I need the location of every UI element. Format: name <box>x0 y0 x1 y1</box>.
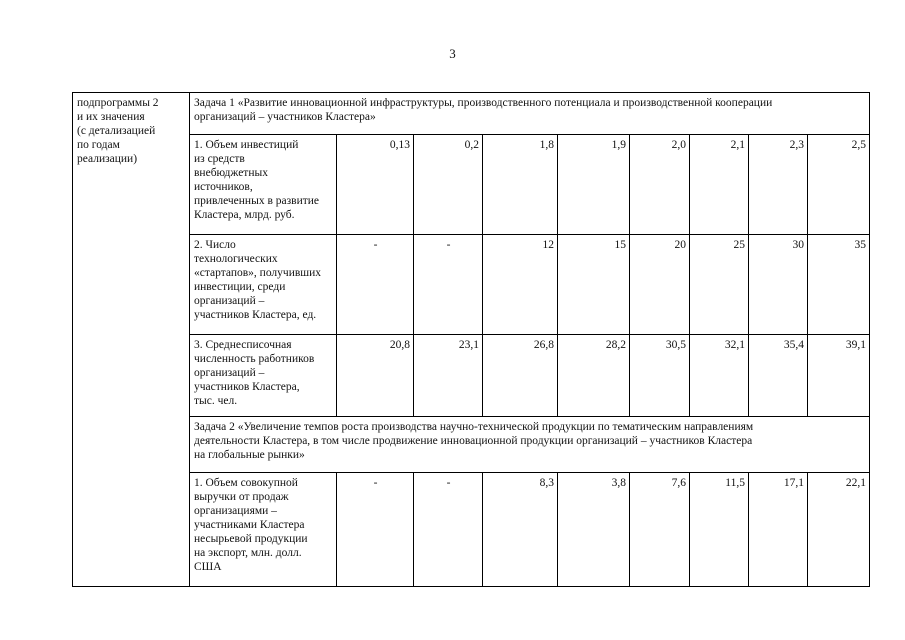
indicator-name-line: организаций – <box>194 367 265 379</box>
task-title-line: на глобальные рынки» <box>194 449 305 461</box>
table-row <box>73 335 870 417</box>
table-row <box>73 135 870 235</box>
task2-title-row <box>73 417 870 473</box>
row-header-line: реализации) <box>77 153 138 165</box>
task-title-line: деятельности Кластера, в том числе продвижение инновационной продукции организаций – участников Кластера <box>194 435 753 447</box>
indicator-name-line: 2. Число <box>194 239 236 251</box>
table-row <box>73 473 870 587</box>
task-title-line: Задача 1 «Развитие инновационной инфраструктуры, производственного потенциала и производственной кооперации <box>194 97 773 109</box>
value-cell: 30 <box>749 235 808 335</box>
value-cell: 12 <box>483 235 558 335</box>
indicator-name-line: выручки от продаж <box>194 491 289 503</box>
indicator-name-line: численность работников <box>194 353 315 365</box>
value-cell: 0,2 <box>414 135 483 235</box>
indicator-name-line: технологических <box>194 253 278 265</box>
value-cell: 2,0 <box>630 135 690 235</box>
indicator-name-line: привлеченных в развитие <box>194 195 320 207</box>
indicator-name-line: инвестиции, среди <box>194 281 286 293</box>
indicator-name-line: участниками Кластера <box>194 519 305 531</box>
indicator-name <box>190 235 337 335</box>
value-cell: 39,1 <box>808 335 870 417</box>
indicator-name-line: тыс. чел. <box>194 395 238 407</box>
value-cell: 20,8 <box>337 335 414 417</box>
value-cell: - <box>337 473 414 587</box>
value-cell: 11,5 <box>690 473 749 587</box>
indicator-name <box>190 135 337 235</box>
task-title-line: Задача 2 «Увеличение темпов роста производства научно-технической продукции по тематическим направлениям <box>194 421 754 433</box>
value-cell: 15 <box>558 235 630 335</box>
row-header-cell <box>73 93 190 587</box>
row-header-line: (с детализацией <box>77 125 156 137</box>
value-cell: 7,6 <box>630 473 690 587</box>
indicator-name-line: Кластера, млрд. руб. <box>194 209 295 221</box>
value-cell: 2,1 <box>690 135 749 235</box>
value-cell: 2,5 <box>808 135 870 235</box>
indicator-name-line: США <box>194 561 222 573</box>
indicator-name <box>190 335 337 417</box>
value-cell: 17,1 <box>749 473 808 587</box>
value-cell: 32,1 <box>690 335 749 417</box>
indicator-name-line: «стартапов», получивших <box>194 267 322 279</box>
indicator-name-line: из средств <box>194 153 245 165</box>
indicator-name-line: участников Кластера, <box>194 381 300 393</box>
row-header-line: по годам <box>77 139 120 151</box>
indicator-name-line: 3. Среднесписочная <box>194 339 292 351</box>
value-cell: - <box>414 473 483 587</box>
value-cell: 2,3 <box>749 135 808 235</box>
value-cell: 3,8 <box>558 473 630 587</box>
task-title-line: организаций – участников Кластера» <box>194 111 376 123</box>
value-cell: - <box>414 235 483 335</box>
indicator-name-line: источников, <box>194 181 253 193</box>
value-cell: 22,1 <box>808 473 870 587</box>
indicator-name-line: организациями – <box>194 505 277 517</box>
task1-title <box>190 93 870 135</box>
indicator-name-line: участников Кластера, ед. <box>194 309 317 321</box>
row-header-line: подпрограммы 2 <box>77 97 159 109</box>
indicator-name-line: несырьевой продукции <box>194 533 308 545</box>
value-cell: 23,1 <box>414 335 483 417</box>
indicator-name <box>190 473 337 587</box>
indicator-name-line: на экспорт, млн. долл. <box>194 547 302 559</box>
value-cell: 25 <box>690 235 749 335</box>
page-number: 3 <box>449 46 456 61</box>
indicators-table <box>72 92 870 587</box>
value-cell: 28,2 <box>558 335 630 417</box>
value-cell: 1,9 <box>558 135 630 235</box>
task1-title-row <box>73 93 870 135</box>
value-cell: 30,5 <box>630 335 690 417</box>
value-cell: 20 <box>630 235 690 335</box>
indicator-name-line: внебюджетных <box>194 167 268 179</box>
row-header-line: и их значения <box>77 111 145 123</box>
indicator-name-line: 1. Объем совокупной <box>194 477 298 489</box>
value-cell: 8,3 <box>483 473 558 587</box>
value-cell: 1,8 <box>483 135 558 235</box>
table-row <box>73 235 870 335</box>
value-cell: 35,4 <box>749 335 808 417</box>
value-cell: 26,8 <box>483 335 558 417</box>
indicator-name-line: 1. Объем инвестиций <box>194 139 299 151</box>
value-cell: 0,13 <box>337 135 414 235</box>
indicator-name-line: организаций – <box>194 295 265 307</box>
task2-title <box>190 417 870 473</box>
value-cell: - <box>337 235 414 335</box>
value-cell: 35 <box>808 235 870 335</box>
